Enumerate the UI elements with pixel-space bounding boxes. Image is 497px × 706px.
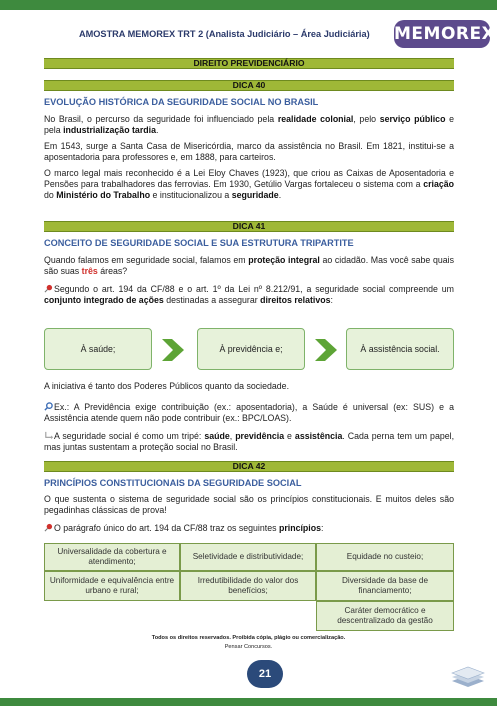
return-arrow-icon (44, 431, 53, 440)
flow-arrow-icon (160, 337, 186, 363)
dica-42-p2-text: O parágrafo único do art. 194 da CF/88 traz os seguintes princípios: (54, 523, 324, 533)
magnifier-icon (44, 402, 53, 411)
pushpin-icon (44, 523, 53, 532)
dica-41-heading: CONCEITO DE SEGURIDADE SOCIAL E SUA ESTRUTURA TRIPARTITE (44, 238, 354, 248)
principle-cell: Equidade no custeio; (316, 543, 454, 571)
principle-cell: Caráter democrático e descentralizado da gestão (316, 601, 454, 631)
memorex-logo (394, 16, 496, 50)
header (0, 10, 497, 56)
dica-41-label: DICA 41 (44, 221, 454, 232)
principle-cell: Uniformidade e equivalência entre urbano e rural; (44, 571, 180, 601)
flow-box-previdencia: À previdência e; (197, 328, 305, 370)
dica-42-heading: PRINCÍPIOS CONSTITUCIONAIS DA SEGURIDADE SOCIAL (44, 478, 302, 488)
flow-arrow-icon (313, 337, 339, 363)
dica-41-p2 (44, 284, 454, 306)
dica-40-label: DICA 40 (44, 80, 454, 91)
dica-41-p1: Quando falamos em seguridade social, falamos em proteção integral ao cidadão. Mas você sabe quais são suas três áreas? (44, 255, 454, 276)
section-title: DIREITO PREVIDENCIÁRIO (44, 58, 454, 69)
dica-42-label: DICA 42 (44, 461, 454, 472)
bottom-bar (0, 698, 497, 706)
flow-box-assistencia: À assistência social. (346, 328, 454, 370)
dica-40-p3: O marco legal mais reconhecido é a Lei Eloy Chaves (1923), que criou as Caixas de Aposentadoria e Pensões para trabalhadores das ferrovias. Em 1930, Getúlio Vargas fortaleceu o sistema com a criação do Ministério do Trabalho e institucionalizou a seguridade. (44, 168, 454, 200)
principle-cell: Universalidade da cobertura e atendimento; (44, 543, 180, 571)
footer-brand: Pensar Concursos. (224, 644, 273, 650)
dica-42-p1: O que sustenta o sistema de seguridade social são os princípios constitucionais. E muitos deles são pegadinhas clássicas de prova! (44, 494, 454, 515)
dica-41-p4-text: Ex.: A Previdência exige contribuição (ex.: aposentadoria), a Saúde é universal (ex: SUS) e a Assistência atende quem não pode contribuir (ex.: BPC/LOAS). (44, 402, 454, 423)
footer-rights: Todos os direitos reservados. Proibida cópia, plágio ou comercialização. (151, 635, 346, 641)
dica-42-p2 (44, 523, 454, 534)
stacked-layers-icon (448, 665, 488, 689)
dica-41-p5 (44, 431, 454, 453)
flow-box-saude: À saúde; (44, 328, 152, 370)
dica-40-p2: Em 1543, surge a Santa Casa de Misericórdia, marco da assistência no Brasil. Em 1821, institui-se a aposentadoria para professores e, em 1888, para carteiros. (44, 141, 454, 162)
dica-40-p1: No Brasil, o percurso da seguridade foi influenciado pela realidade colonial, pelo serviço público e pela industrialização tardia. (44, 114, 454, 135)
principle-cell: Diversidade da base de financiamento; (316, 571, 454, 601)
top-bar (0, 0, 497, 10)
dica-41-p5-text: A seguridade social é como um tripé: saúde, previdência e assistência. Cada perna tem um papel, mas juntas sustentam a proteção social no Brasil. (44, 431, 455, 452)
dica-41-p2-text: Segundo o art. 194 da CF/88 e o art. 1º da Lei nº 8.212/91, a seguridade social compreende um conjunto integrado de ações destinadas a assegurar direitos relativos: (44, 284, 454, 305)
dica-41-p3: A iniciativa é tanto dos Poderes Públicos quanto da sociedade. (44, 381, 290, 391)
dica-41-p4 (44, 402, 454, 424)
pushpin-icon (44, 284, 53, 293)
header-title: AMOSTRA MEMOREX TRT 2 (Analista Judiciário – Área Judiciária) (79, 29, 370, 39)
principle-cell: Seletividade e distributividade; (180, 543, 316, 571)
logo-text: MEMOREX (394, 20, 490, 48)
principle-cell: Irredutibilidade do valor dos benefícios; (180, 571, 316, 601)
dica-40-heading: EVOLUÇÃO HISTÓRICA DA SEGURIDADE SOCIAL NO BRASIL (44, 97, 319, 107)
page-number: 21 (247, 660, 283, 688)
